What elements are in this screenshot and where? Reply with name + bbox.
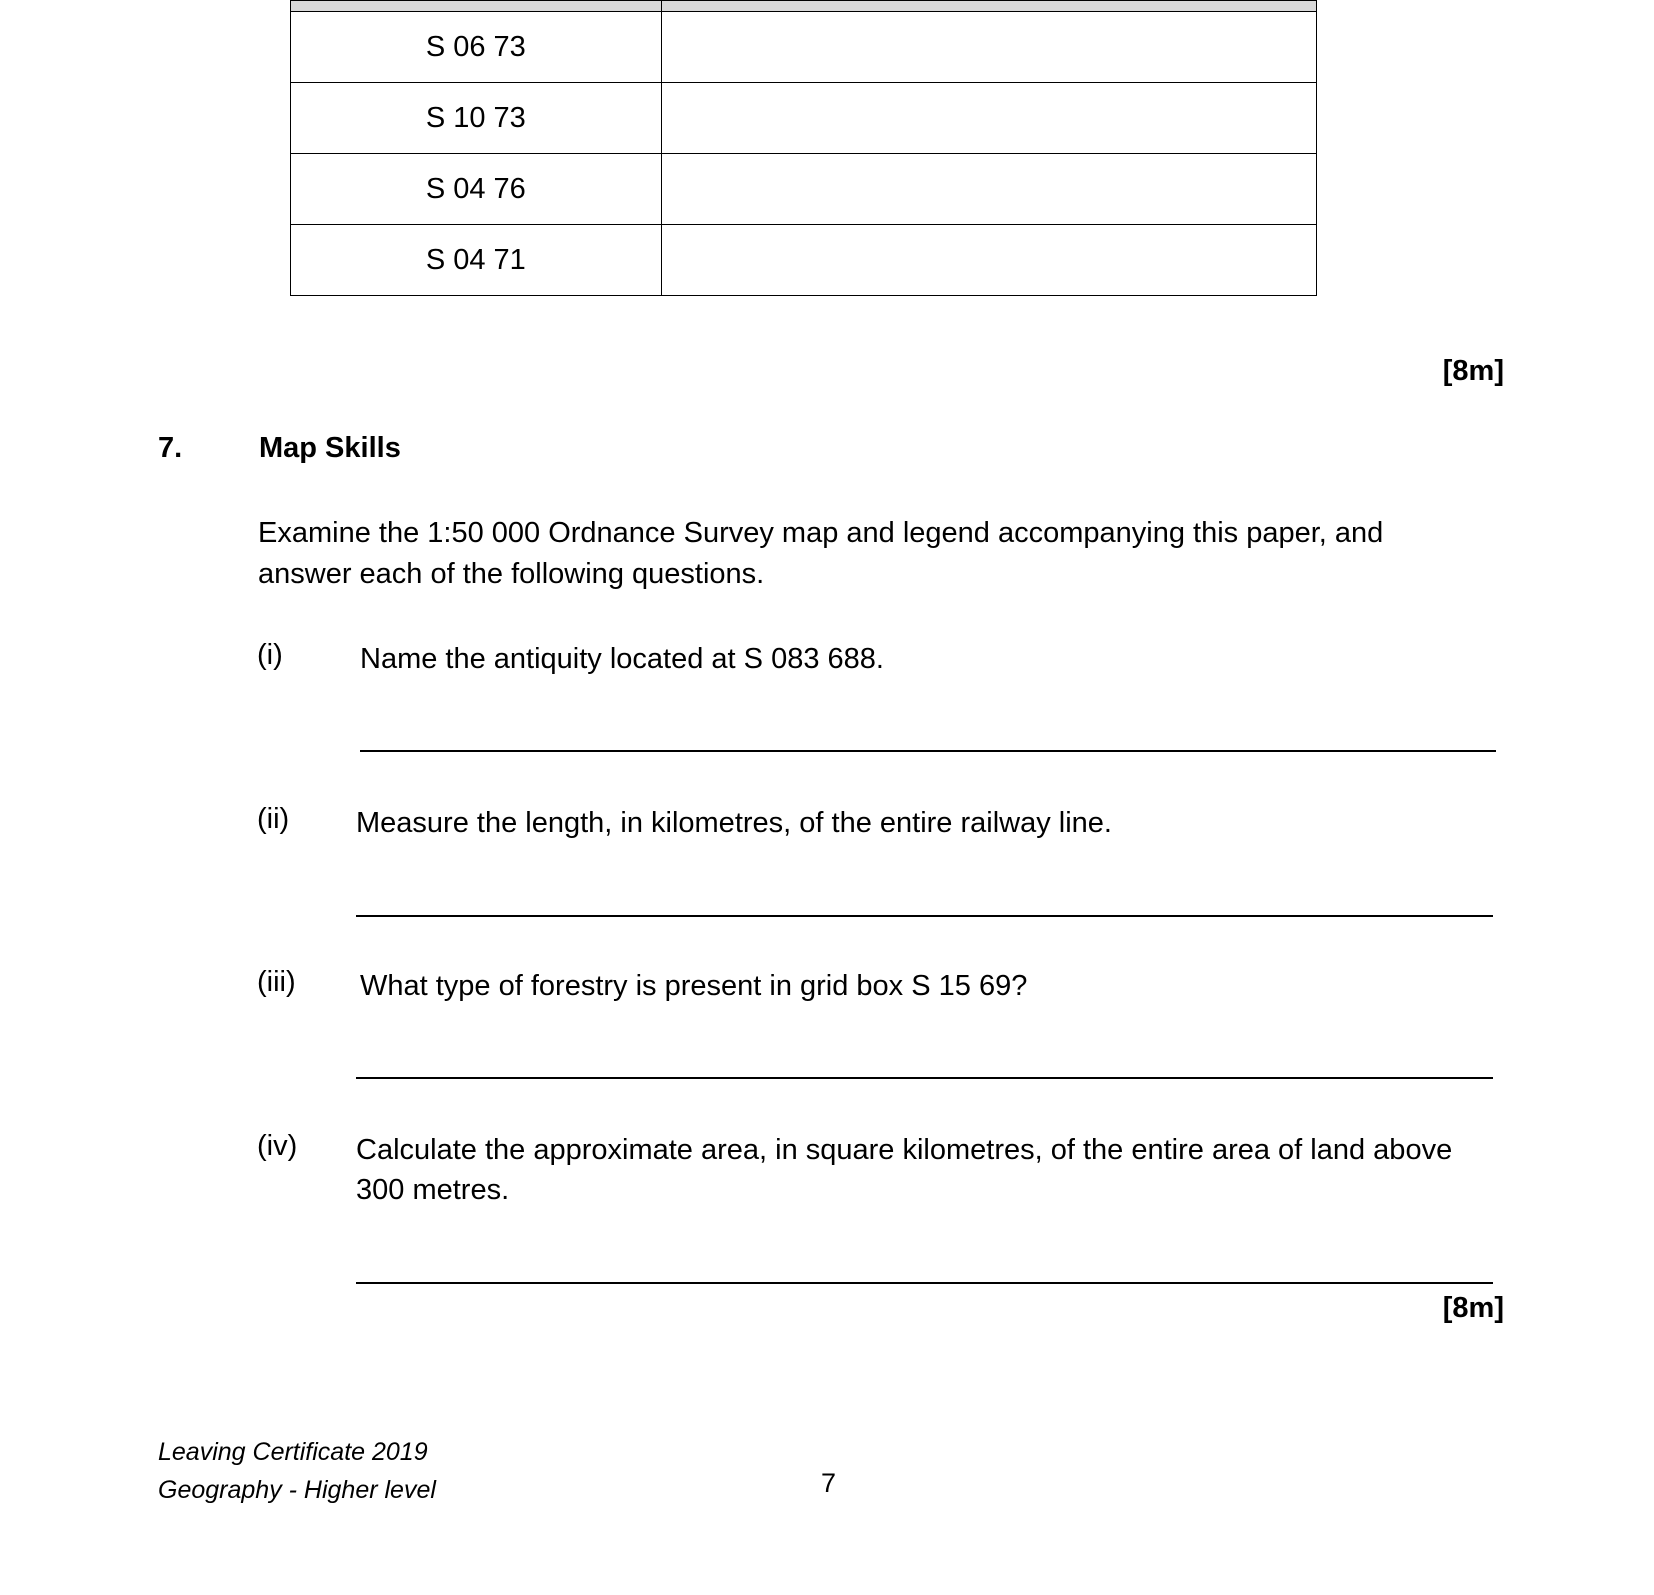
question-number: 7. bbox=[158, 432, 183, 464]
part-question-text: What type of forestry is present in grid box S 15 69? bbox=[360, 970, 1028, 1002]
table-header-strip bbox=[291, 1, 1317, 12]
table-row bbox=[291, 12, 1317, 83]
question-intro: Examine the 1:50 000 Ordnance Survey map and legend accompanying this paper, and answer each of the following questions. bbox=[258, 517, 1384, 590]
answer-cell[interactable] bbox=[661, 154, 1316, 225]
answer-line[interactable] bbox=[360, 750, 1496, 752]
part-label: (i) bbox=[257, 639, 283, 671]
table-row bbox=[291, 83, 1317, 154]
table-row bbox=[291, 154, 1317, 225]
footer-line: Leaving Certificate 2019 bbox=[158, 1438, 428, 1466]
grid-ref-cell: S 10 73 bbox=[291, 83, 662, 154]
footer-exam-info bbox=[158, 1433, 436, 1509]
grid-ref-cell: S 04 71 bbox=[291, 225, 662, 296]
part-label: (iii) bbox=[257, 966, 296, 998]
question-title: Map Skills bbox=[259, 432, 401, 464]
answer-line[interactable] bbox=[356, 1282, 1493, 1284]
answer-line[interactable] bbox=[356, 1077, 1493, 1079]
grid-reference-table bbox=[290, 0, 1317, 296]
answer-line[interactable] bbox=[356, 915, 1493, 917]
part-label: (iv) bbox=[257, 1130, 298, 1162]
table-header-cell bbox=[661, 1, 1316, 12]
grid-ref-cell: S 04 76 bbox=[291, 154, 662, 225]
answer-cell[interactable] bbox=[661, 225, 1316, 296]
footer-line: Geography - Higher level bbox=[158, 1476, 436, 1504]
table-row bbox=[291, 225, 1317, 296]
part-question-text: Measure the length, in kilometres, of the entire railway line. bbox=[356, 807, 1112, 839]
answer-cell[interactable] bbox=[661, 83, 1316, 154]
table-header-cell bbox=[291, 1, 662, 12]
part-label: (ii) bbox=[257, 803, 290, 835]
marks-label: [8m] bbox=[1442, 1292, 1504, 1324]
part-question-text: Calculate the approximate area, in square kilometres, of the entire area of land above 300 metres. bbox=[356, 1134, 1453, 1206]
grid-ref-cell: S 06 73 bbox=[291, 12, 662, 83]
page-number: 7 bbox=[821, 1468, 837, 1498]
marks-label: [8m] bbox=[1442, 355, 1504, 387]
answer-cell[interactable] bbox=[661, 12, 1316, 83]
part-question-text: Name the antiquity located at S 083 688. bbox=[360, 643, 884, 675]
